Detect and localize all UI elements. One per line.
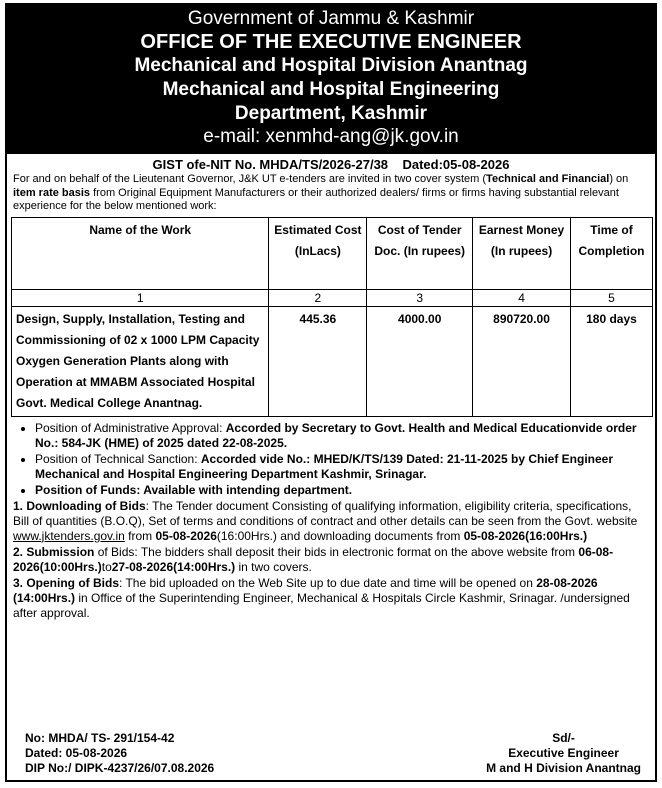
table-row (12, 306, 653, 416)
downloading-hours-1: (16:00Hrs.) (216, 528, 277, 543)
tender-doc-cost-value: 4000.00 (367, 306, 473, 416)
admin-approval-value: Accorded by Secretary to Govt. Health and Medical Educationvide order No.: 584-JK (HME) of 2025 dated 22-08-2025. (35, 420, 637, 450)
opening-date: 28-08-2026 (14:00Hrs.) (13, 575, 598, 605)
col-number-3: 3 (367, 289, 473, 306)
department-title-line2: Department, Kashmir (234, 103, 428, 124)
funds-label: Position of Funds: (35, 482, 144, 497)
submission-end-text: in two covers. (235, 559, 312, 574)
signatory-division: M and H Division Anantnag (486, 761, 641, 775)
completion-time-value: 180 days (570, 306, 652, 416)
downloading-date-2: 05-08-2026(16:00Hrs.) (463, 528, 588, 543)
work-description: Design, Supply, Installation, Testing and Commissioning of 02 x 1000 LPM Capacity Oxygen Generation Plants along with Operation at MMABM Associated Hospital Govt. Medical College Anantnag. (12, 306, 269, 416)
header-name-of-work: Name of the Work (12, 217, 269, 289)
division-title: Mechanical and Hospital Division Anantnag (134, 55, 528, 76)
gist-nit-line: GIST ofe-NIT No. MHDA/TS/2026-27/38 Dated:05-08-2026 (152, 157, 510, 172)
list-item (35, 452, 649, 482)
footer (7, 724, 655, 776)
list-item (35, 483, 649, 498)
earnest-money-value: 890720.00 (473, 306, 571, 416)
technical-sanction-value: Accorded vide No.: MHED/K/TS/139 Dated: 21-11-2025 by Chief Engineer Mechanical and Hospital Engineering Department Kashmir, Srinagar. (35, 451, 614, 481)
jktenders-link[interactable]: www.jktenders.gov.in (13, 528, 125, 543)
opening-end-text: in Office of the Superintending Engineer, Mechanical & Hospitals Circle Kashmir, Srinagar. /undersigned after approval. (13, 590, 630, 620)
downloading-from: from (124, 528, 156, 543)
signatory-designation: Executive Engineer (508, 746, 619, 760)
downloading-title: 1. Downloading of Bids (13, 498, 146, 513)
submission-text: of Bids: The bidders shall deposit their bids in electronic format on the above website from (94, 544, 579, 559)
opening-title: 3. Opening of Bids (13, 575, 120, 590)
table-header-row (12, 217, 653, 289)
header-cost-of-tender-doc: Cost of Tender Doc. (In rupees) (367, 217, 473, 289)
header-banner (7, 5, 655, 154)
downloading-section (7, 499, 655, 544)
submission-end-date: 27-08-2026(14:00Hrs.) (111, 559, 236, 574)
email-address: e-mail: xenmhd-ang@jk.gov.in (203, 126, 459, 147)
office-title: OFFICE OF THE EXECUTIVE ENGINEER (140, 31, 522, 53)
positions-list (7, 421, 655, 498)
reference-date: Dated: 05-08-2026 (25, 746, 128, 760)
opening-section (7, 576, 655, 621)
reference-number: No: MHDA/ TS- 291/154-42 (25, 731, 175, 745)
signature-sd: Sd/- (552, 731, 575, 745)
list-item (35, 421, 649, 451)
submission-start-date: 06-08-2026(10:00Hrs.) (13, 544, 614, 574)
submission-title: 2. Submission (13, 544, 95, 559)
intro-bold-2: item rate basis (13, 186, 91, 199)
header-estimated-cost: Estimated Cost (InLacs) (269, 217, 367, 289)
government-title: Government of Jammu & Kashmir (187, 8, 475, 29)
dip-number: DIP No:/ DIPK-4237/26/07.08.2026 (25, 761, 215, 775)
department-title-line1: Mechanical and Hospital Engineering (162, 79, 500, 100)
intro-bold-1: Technical and Financial (486, 173, 610, 185)
intro-text-1: For and on behalf of the Lieutenant Governor, J&K UT e-tenders are invited in two cover system ( (13, 173, 487, 185)
technical-sanction-label: Position of Technical Sanction: (35, 451, 201, 466)
col-number-1: 1 (12, 289, 269, 306)
col-number-4: 4 (473, 289, 571, 306)
admin-approval-label: Position of Administrative Approval: (35, 420, 226, 435)
reference-block (25, 731, 214, 776)
signature-block (486, 731, 641, 776)
funds-value: Available with intending department. (143, 482, 353, 497)
intro-text-2: ) on (609, 173, 629, 185)
downloading-text: : The Tender document Consisting of qualifying information, eligibility criteria, specifications, Bill of quantities (B.O.Q), Set of terms and conditions of contract and other details can be seen from the Govt. website (13, 498, 638, 528)
header-time-of-completion: Time of Completion (570, 217, 652, 289)
col-number-5: 5 (570, 289, 652, 306)
opening-text: : The bid uploaded on the Web Site up to due date and time will be opened on (119, 575, 537, 590)
header-earnest-money: Earnest Money (In rupees) (473, 217, 571, 289)
tender-notice (5, 3, 657, 782)
intro-paragraph (7, 173, 655, 214)
col-number-2: 2 (269, 289, 367, 306)
downloading-mid: and downloading documents from (276, 528, 464, 543)
submission-section (7, 545, 655, 575)
intro-text-3: from Original Equipment Manufacturers or their authorized dealers/ firms or firms having substantial relevant experience for the below mentioned work: (13, 186, 619, 212)
downloading-date-1: 05-08-2026 (155, 528, 217, 543)
table-number-row (12, 289, 653, 306)
estimated-cost-value: 445.36 (269, 306, 367, 416)
submission-to: to (101, 559, 112, 574)
work-table (11, 217, 653, 417)
